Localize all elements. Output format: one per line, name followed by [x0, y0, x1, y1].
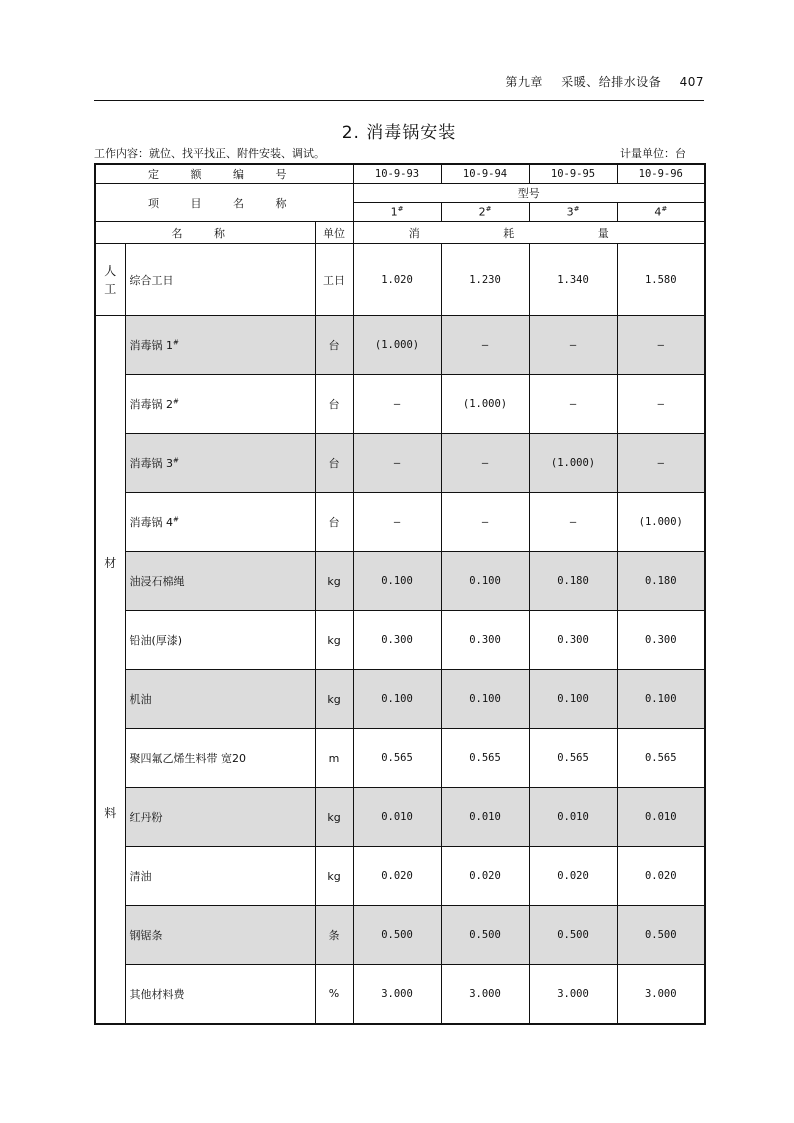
material-row — [95, 316, 705, 375]
material-unit: m — [315, 729, 353, 788]
material-value: 0.300 — [353, 611, 441, 670]
page-title: 2. 消毒锅安装 — [341, 123, 457, 143]
material-value: 0.500 — [529, 906, 617, 965]
material-unit: kg — [315, 552, 353, 611]
material-unit: 台 — [315, 316, 353, 375]
material-value: 0.100 — [529, 670, 617, 729]
material-value: 0.100 — [353, 552, 441, 611]
material-value: 0.300 — [441, 611, 529, 670]
material-value: (1.000) — [617, 493, 705, 552]
material-name: 清油 — [125, 847, 315, 906]
unit-of-measure: 计量单位：台 — [620, 147, 686, 160]
material-value: 0.020 — [529, 847, 617, 906]
code-cell: 10-9-94 — [441, 164, 529, 184]
material-value: 0.020 — [617, 847, 705, 906]
material-unit: 台 — [315, 434, 353, 493]
material-row — [95, 611, 705, 670]
material-name: 聚四氟乙烯生料带 宽20 — [125, 729, 315, 788]
material-value: 0.010 — [529, 788, 617, 847]
material-name: 油浸石棉绳 — [125, 552, 315, 611]
labor-row — [95, 244, 705, 316]
material-value: — — [353, 434, 441, 493]
material-value: 0.565 — [529, 729, 617, 788]
labor-value: 1.020 — [353, 244, 441, 316]
code-cell: 10-9-95 — [529, 164, 617, 184]
material-value: 0.300 — [529, 611, 617, 670]
item-name-label: 项 目 名 称 — [95, 184, 353, 222]
material-row — [95, 788, 705, 847]
code-label: 定 额 编 号 — [95, 164, 353, 184]
material-name: 钢锯条 — [125, 906, 315, 965]
labor-value: 1.340 — [529, 244, 617, 316]
material-row — [95, 906, 705, 965]
material-unit: kg — [315, 788, 353, 847]
material-value: 0.300 — [617, 611, 705, 670]
material-unit: 台 — [315, 375, 353, 434]
material-row — [95, 434, 705, 493]
material-name: 消毒锅 4# — [125, 493, 315, 552]
material-value: — — [441, 493, 529, 552]
page-number: 407 — [679, 75, 704, 89]
material-value: 0.020 — [353, 847, 441, 906]
labor-unit: 工日 — [315, 244, 353, 316]
col-name-header: 名 称 — [95, 222, 315, 244]
material-row — [95, 965, 705, 1024]
material-value: 3.000 — [353, 965, 441, 1024]
material-value: 0.100 — [617, 670, 705, 729]
code-cell: 10-9-96 — [617, 164, 705, 184]
labor-value: 1.580 — [617, 244, 705, 316]
material-value: 0.180 — [617, 552, 705, 611]
material-name: 铅油(厚漆) — [125, 611, 315, 670]
meta-row — [94, 145, 704, 161]
material-name: 消毒锅 1# — [125, 316, 315, 375]
material-unit: kg — [315, 847, 353, 906]
material-unit: 条 — [315, 906, 353, 965]
model-label: 型号 — [353, 184, 705, 203]
material-category — [95, 316, 125, 1024]
material-value: — — [617, 434, 705, 493]
material-value: 3.000 — [441, 965, 529, 1024]
material-value: 0.100 — [441, 670, 529, 729]
labor-category: 人 工 — [95, 244, 125, 316]
model-cell: 3# — [529, 203, 617, 222]
material-value: — — [617, 375, 705, 434]
material-row — [95, 375, 705, 434]
material-value: — — [529, 316, 617, 375]
material-row — [95, 552, 705, 611]
material-value: 0.565 — [353, 729, 441, 788]
material-value: — — [353, 493, 441, 552]
material-name: 消毒锅 2# — [125, 375, 315, 434]
material-category-top: 材 — [104, 556, 117, 570]
model-cell: 4# — [617, 203, 705, 222]
material-value: 0.565 — [617, 729, 705, 788]
model-label-row — [95, 184, 705, 203]
material-value: 0.100 — [353, 670, 441, 729]
material-value: 0.500 — [441, 906, 529, 965]
model-cell: 2# — [441, 203, 529, 222]
material-value: 0.180 — [529, 552, 617, 611]
header-rule — [94, 100, 704, 101]
labor-name: 综合工日 — [125, 244, 315, 316]
material-value: — — [529, 493, 617, 552]
material-unit: kg — [315, 611, 353, 670]
material-row — [95, 493, 705, 552]
material-value: — — [441, 434, 529, 493]
material-row — [95, 847, 705, 906]
material-value: 0.100 — [441, 552, 529, 611]
material-row — [95, 670, 705, 729]
model-cell: 1# — [353, 203, 441, 222]
col-unit-header: 单位 — [315, 222, 353, 244]
col-consumption-header: 消 耗 量 — [353, 222, 705, 244]
column-header-row — [95, 222, 705, 244]
material-value: 0.010 — [617, 788, 705, 847]
material-value: — — [441, 316, 529, 375]
material-unit: 台 — [315, 493, 353, 552]
material-name: 其他材料费 — [125, 965, 315, 1024]
material-name: 消毒锅 3# — [125, 434, 315, 493]
material-value: (1.000) — [529, 434, 617, 493]
material-name: 机油 — [125, 670, 315, 729]
material-name: 红丹粉 — [125, 788, 315, 847]
material-value: 0.565 — [441, 729, 529, 788]
work-content: 工作内容：就位、找平找正、附件安装、调试。 — [94, 147, 325, 160]
material-unit: kg — [315, 670, 353, 729]
material-value: (1.000) — [353, 316, 441, 375]
material-category-bottom: 料 — [104, 806, 117, 820]
labor-value: 1.230 — [441, 244, 529, 316]
material-value: — — [353, 375, 441, 434]
material-value: 3.000 — [617, 965, 705, 1024]
running-header — [94, 73, 704, 90]
material-value: — — [529, 375, 617, 434]
material-value: 0.020 — [441, 847, 529, 906]
material-value: 0.010 — [353, 788, 441, 847]
material-value: 0.010 — [441, 788, 529, 847]
material-value: — — [617, 316, 705, 375]
material-value: 3.000 — [529, 965, 617, 1024]
material-value: 0.500 — [617, 906, 705, 965]
section-label: 采暖、给排水设备 — [561, 75, 662, 89]
chapter-label: 第九章 — [505, 75, 543, 89]
material-unit: % — [315, 965, 353, 1024]
code-row — [95, 164, 705, 184]
material-value: (1.000) — [441, 375, 529, 434]
code-cell: 10-9-93 — [353, 164, 441, 184]
material-row — [95, 729, 705, 788]
material-value: 0.500 — [353, 906, 441, 965]
quota-table — [94, 163, 706, 1025]
